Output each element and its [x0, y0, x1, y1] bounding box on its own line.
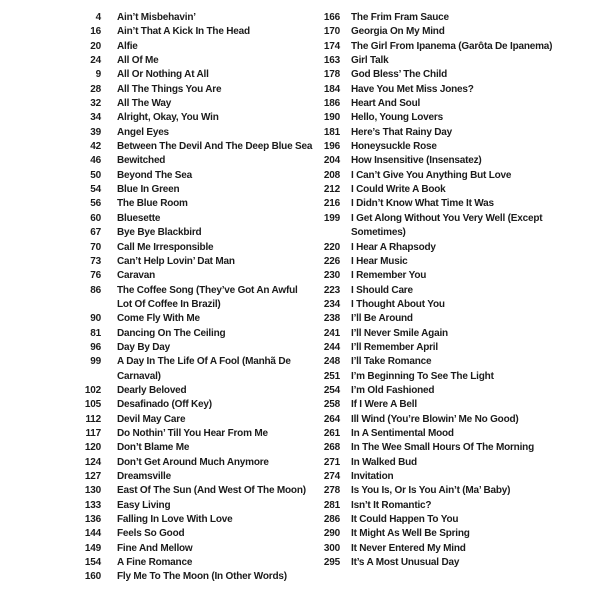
song-page-number: 268: [323, 442, 340, 454]
index-entry: [318, 241, 556, 255]
song-page-number: 254: [323, 384, 340, 396]
index-entry: [83, 183, 313, 197]
song-title: I’ll Never Smile Again: [351, 327, 448, 339]
index-entry: [318, 542, 556, 556]
index-entry: [83, 327, 313, 341]
song-page-number: 208: [323, 169, 340, 181]
song-page-number: 241: [323, 327, 340, 339]
song-page-number: 248: [323, 356, 340, 368]
index-entry: [83, 54, 313, 68]
index-entry: [83, 68, 313, 82]
song-page-number: 54: [90, 184, 101, 196]
song-page-number: 204: [323, 155, 340, 167]
song-page-number: 216: [323, 198, 340, 210]
song-title: I Should Care: [351, 284, 413, 296]
song-title: Fly Me To The Moon (In Other Words): [117, 571, 287, 583]
index-entry: [318, 25, 556, 39]
index-entry: [318, 212, 556, 241]
song-title: All Of Me: [117, 55, 159, 67]
song-page-number: 32: [90, 98, 101, 110]
song-page-number: 28: [90, 83, 101, 95]
song-page-number: 154: [84, 557, 101, 569]
song-title: Don’t Blame Me: [117, 442, 190, 454]
song-title: Don’t Get Around Much Anymore: [117, 456, 269, 468]
song-page-number: 251: [323, 370, 340, 382]
index-entry: [318, 298, 556, 312]
song-page-number: 278: [323, 485, 340, 497]
song-title: The Frim Fram Sauce: [351, 12, 449, 23]
song-title: Invitation: [351, 471, 394, 482]
index-entry: [318, 413, 556, 427]
song-page-number: 24: [90, 55, 101, 67]
song-page-number: 184: [323, 83, 340, 95]
index-entry: [318, 11, 556, 25]
song-title: Ill Wind (You’re Blowin’ Me No Good): [351, 413, 519, 425]
song-title: God Bless’ The Child: [351, 69, 448, 81]
index-entry: [318, 68, 556, 82]
song-title: I Thought About You: [351, 298, 445, 310]
song-title: The Girl From Ipanema (Garôta De Ipanema): [351, 40, 553, 52]
song-title: Blue In Green: [117, 184, 180, 196]
song-page-number: 295: [323, 557, 340, 569]
index-entry: [83, 83, 313, 97]
song-title: In The Wee Small Hours Of The Morning: [351, 442, 534, 454]
song-title: In Walked Bud: [351, 456, 417, 468]
song-page-number: 50: [90, 169, 101, 181]
song-page-number: 261: [323, 427, 340, 439]
song-title: I Hear Music: [351, 255, 408, 267]
song-page-number: 290: [323, 528, 340, 540]
song-title: It Might As Well Be Spring: [351, 528, 470, 540]
song-title: Devil May Care: [117, 413, 186, 425]
song-page-number: 9: [95, 69, 101, 81]
song-title: Do Nothin’ Till You Hear From Me: [117, 427, 268, 439]
song-title: The Blue Room: [117, 198, 188, 210]
song-page-number: 230: [323, 270, 340, 282]
song-page-number: 163: [323, 55, 340, 67]
song-title: All The Way: [117, 98, 172, 110]
song-title: How Insensitive (Insensatez): [351, 155, 482, 167]
index-entry: [83, 11, 313, 25]
index-entry: [83, 40, 313, 54]
index-entry: [83, 427, 313, 441]
index-entry: [83, 111, 313, 125]
song-page-number: 300: [323, 542, 340, 554]
song-page-number: 99: [90, 356, 101, 368]
index-entry: [318, 97, 556, 111]
song-page-number: 274: [323, 471, 340, 482]
index-entry: [83, 570, 313, 584]
song-title: Bewitched: [117, 155, 166, 167]
song-page-number: 39: [90, 126, 101, 138]
index-entry: [83, 470, 313, 484]
song-title: Caravan: [117, 270, 156, 282]
song-title: Dancing On The Ceiling: [117, 327, 226, 339]
song-title: Desafinado (Off Key): [117, 399, 212, 411]
song-title: Falling In Love With Love: [117, 514, 233, 526]
song-page-number: 196: [323, 141, 340, 153]
index-column-left: [83, 11, 313, 585]
song-title: Honeysuckle Rose: [351, 141, 437, 153]
song-title: I Remember You: [351, 270, 427, 282]
song-title: I Could Write A Book: [351, 184, 446, 196]
song-title: Beyond The Sea: [117, 169, 192, 181]
song-page-number: 76: [90, 270, 101, 282]
index-entry: [83, 126, 313, 140]
index-entry: [83, 197, 313, 211]
song-page-number: 199: [323, 212, 340, 224]
song-title: All The Things You Are: [117, 83, 222, 95]
index-entry: [83, 269, 313, 283]
song-title: I’m Old Fashioned: [351, 384, 435, 396]
song-page-number: 70: [90, 241, 101, 253]
song-title: I’ll Be Around: [351, 313, 413, 325]
index-entry: [318, 556, 556, 570]
song-title: It Could Happen To You: [351, 514, 459, 526]
song-title: It’s A Most Unusual Day: [351, 557, 460, 569]
index-entry: [318, 513, 556, 527]
song-page-number: 56: [90, 198, 101, 210]
song-title: Call Me Irresponsible: [117, 241, 214, 253]
index-entry: [83, 556, 313, 570]
song-page-number: 136: [84, 514, 101, 526]
song-title: Dreamsville: [117, 471, 171, 482]
index-entry: [83, 341, 313, 355]
index-entry: [318, 269, 556, 283]
index-entry: [318, 527, 556, 541]
song-title: Ain’t That A Kick In The Head: [117, 26, 250, 38]
song-page-number: 20: [90, 40, 101, 52]
song-title: Day By Day: [117, 341, 171, 353]
song-title: I’ll Take Romance: [351, 356, 432, 368]
song-title: I’ll Remember April: [351, 341, 438, 353]
index-entry: [83, 255, 313, 269]
song-page-number: 90: [90, 313, 101, 325]
song-page-number: 226: [323, 255, 340, 267]
song-title: Alfie: [117, 40, 138, 52]
song-page-number: 258: [323, 399, 340, 411]
song-page-number: 81: [90, 327, 101, 339]
song-page-number: 105: [84, 399, 101, 411]
song-page-number: 96: [90, 341, 101, 353]
index-entry: [83, 154, 313, 168]
index-entry: [83, 97, 313, 111]
song-page-number: 130: [84, 485, 101, 497]
index-entry: [318, 197, 556, 211]
song-title: Hello, Young Lovers: [351, 112, 443, 124]
song-title: Alright, Okay, You Win: [117, 112, 219, 124]
song-title: Easy Living: [117, 499, 171, 511]
index-entry: [318, 284, 556, 298]
song-page-number: 286: [323, 514, 340, 526]
index-entry: [83, 25, 313, 39]
song-page-number: 149: [84, 542, 101, 554]
index-entry: [83, 527, 313, 541]
song-page-number: 16: [90, 26, 101, 38]
song-title: I Hear A Rhapsody: [351, 241, 436, 253]
index-entry: [318, 384, 556, 398]
song-page-number: 220: [323, 241, 340, 253]
index-entry: [83, 226, 313, 240]
song-page-number: 271: [323, 456, 340, 468]
song-title: Girl Talk: [351, 55, 389, 67]
song-title: Feels So Good: [117, 528, 185, 540]
index-entry: [83, 513, 313, 527]
song-page-number: 60: [90, 212, 101, 224]
song-page-number: 73: [90, 255, 101, 267]
index-entry: [83, 456, 313, 470]
song-page-number: 112: [85, 413, 101, 425]
song-title: Have You Met Miss Jones?: [351, 83, 474, 95]
song-page-number: 4: [95, 12, 101, 23]
index-entry: [318, 140, 556, 154]
index-column-right: [318, 11, 556, 570]
song-title: A Fine Romance: [117, 557, 193, 569]
song-title: I Didn’t Know What Time It Was: [351, 198, 494, 210]
index-entry: [83, 212, 313, 226]
song-page-number: 67: [90, 227, 101, 239]
song-page-number: 178: [323, 69, 340, 81]
index-entry: [318, 312, 556, 326]
song-title: Come Fly With Me: [117, 313, 200, 325]
song-page-number: 234: [323, 298, 340, 310]
song-title: Fine And Mellow: [117, 542, 193, 554]
song-page-number: 174: [323, 40, 340, 52]
song-title: The Coffee Song (They’ve Got An Awful Lot Of Coffee In Brazil): [117, 284, 298, 310]
index-entry: [318, 341, 556, 355]
song-page-number: 160: [84, 571, 101, 583]
index-entry: [83, 542, 313, 556]
song-title: It Never Entered My Mind: [351, 542, 466, 554]
song-page-number: 238: [323, 313, 340, 325]
index-entry: [318, 499, 556, 513]
song-page-number: 190: [323, 112, 340, 124]
song-title: I Get Along Without You Very Well (Except Sometimes): [351, 212, 543, 239]
index-entry: [318, 169, 556, 183]
index-entry: [83, 312, 313, 326]
index-entry: [318, 456, 556, 470]
song-title: If I Were A Bell: [351, 399, 417, 411]
index-entry: [318, 355, 556, 369]
song-title: I Can’t Give You Anything But Love: [351, 169, 512, 181]
song-page-number: 144: [84, 528, 101, 540]
song-page-number: 124: [84, 456, 101, 468]
index-entry: [318, 83, 556, 97]
song-page-number: 170: [323, 26, 340, 38]
index-entry: [83, 413, 313, 427]
song-title: Ain’t Misbehavin’: [117, 12, 196, 23]
song-page-number: 212: [323, 184, 340, 196]
index-entry: [83, 241, 313, 255]
song-title: Bye Bye Blackbird: [117, 227, 202, 239]
index-entry: [318, 398, 556, 412]
song-page-number: 166: [323, 12, 340, 23]
song-title: Georgia On My Mind: [351, 26, 445, 38]
index-entry: [83, 284, 313, 313]
index-entry: [318, 370, 556, 384]
song-page-number: 133: [84, 499, 101, 511]
index-entry: [318, 154, 556, 168]
index-entry: [318, 470, 556, 484]
index-entry: [318, 255, 556, 269]
song-page-number: 42: [90, 141, 101, 153]
song-title: East Of The Sun (And West Of The Moon): [117, 485, 306, 497]
song-title: In A Sentimental Mood: [351, 427, 454, 439]
song-page-number: 281: [323, 499, 340, 511]
song-title: All Or Nothing At All: [117, 69, 209, 81]
index-entry: [318, 40, 556, 54]
index-entry: [83, 499, 313, 513]
song-page-number: 86: [90, 284, 101, 296]
index-entry: [318, 126, 556, 140]
index-entry: [83, 384, 313, 398]
song-page-number: 117: [85, 427, 101, 439]
index-entry: [83, 140, 313, 154]
song-title: Is You Is, Or Is You Ain’t (Ma’ Baby): [351, 485, 511, 497]
index-entry: [83, 355, 313, 384]
song-title: Heart And Soul: [351, 98, 421, 110]
index-entry: [83, 169, 313, 183]
song-title: Can’t Help Lovin’ Dat Man: [117, 255, 235, 267]
song-page-number: 244: [323, 341, 340, 353]
song-title: Dearly Beloved: [117, 384, 187, 396]
song-page-number: 120: [84, 442, 101, 454]
index-entry: [318, 327, 556, 341]
song-page-number: 181: [323, 126, 340, 138]
song-title: Angel Eyes: [117, 126, 169, 138]
song-title: I’m Beginning To See The Light: [351, 370, 494, 382]
song-page-number: 127: [84, 471, 101, 482]
song-page-number: 223: [323, 284, 340, 296]
song-title: A Day In The Life Of A Fool (Manhã De Carnaval): [117, 356, 291, 382]
song-title: Between The Devil And The Deep Blue Sea: [117, 141, 313, 153]
song-title: Bluesette: [117, 212, 161, 224]
index-entry: [318, 183, 556, 197]
song-title: Isn’t It Romantic?: [351, 499, 432, 511]
index-entry: [318, 111, 556, 125]
index-entry: [83, 441, 313, 455]
index-entry: [318, 427, 556, 441]
song-page-number: 46: [90, 155, 101, 167]
index-entry: [318, 484, 556, 498]
song-page-number: 34: [90, 112, 101, 124]
song-page-number: 264: [323, 413, 340, 425]
index-entry: [83, 484, 313, 498]
index-entry: [318, 441, 556, 455]
index-entry: [83, 398, 313, 412]
song-title: Here’s That Rainy Day: [351, 126, 453, 138]
index-entry: [318, 54, 556, 68]
song-page-number: 186: [323, 98, 340, 110]
song-page-number: 102: [84, 384, 101, 396]
